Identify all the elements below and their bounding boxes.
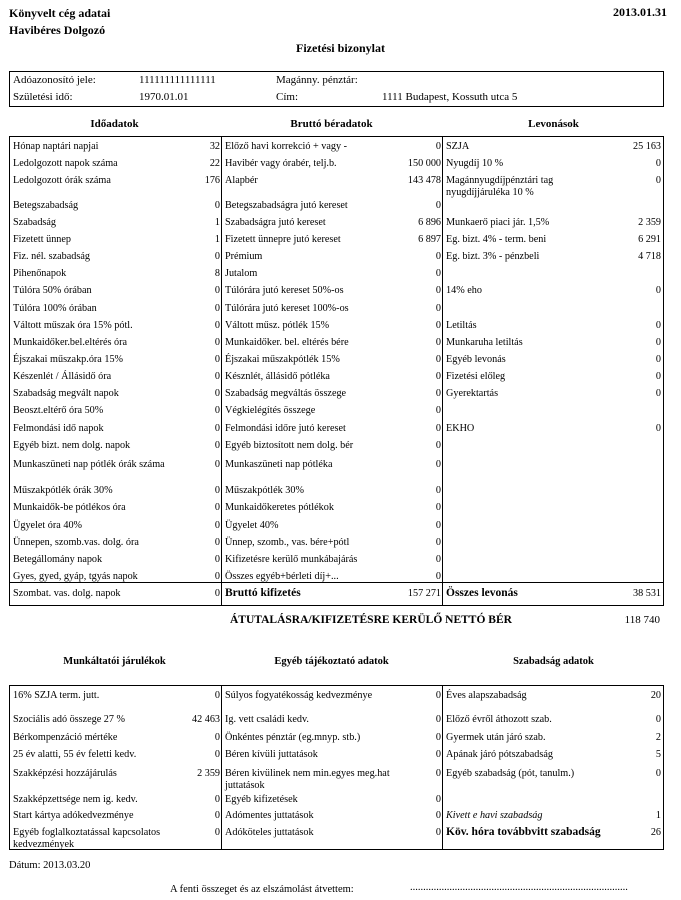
row-value: 0	[214, 690, 220, 701]
row-value: 0	[214, 794, 220, 805]
row-value: 0	[435, 768, 441, 779]
row-value: 0	[435, 732, 441, 743]
row-value: 0	[435, 440, 441, 451]
row-label: Bérkompenzáció mértéke	[13, 732, 118, 743]
row-divider	[10, 582, 221, 583]
row-label: Késznlét, állásidő pótléka	[225, 371, 330, 382]
row-label: Váltott műszak óra 15% pótl.	[13, 320, 133, 331]
row-label: Végkielégítés összege	[225, 405, 316, 416]
row-label: Éjszakai műszakpótlék 15%	[225, 354, 340, 365]
row-value: 0	[214, 440, 220, 451]
row-label: Kifizetésre kerülő munkábajárás	[225, 554, 358, 565]
row-value: 0	[655, 354, 661, 365]
row-label: Jutalom	[225, 268, 258, 279]
row-label: Ig. vett családi kedv.	[225, 714, 309, 725]
signature-line: ...................................................................................	[410, 882, 628, 893]
row-value: 32	[209, 141, 220, 152]
row-value: 0	[435, 200, 441, 211]
employer-contributions-heading: Munkáltatói járulékok	[63, 656, 166, 667]
row-value: 0	[435, 571, 441, 582]
row-value: 20	[650, 690, 661, 701]
row-label: 14% eho	[446, 285, 482, 296]
row-label: Összes egyéb+bérleti díj+...	[225, 571, 339, 582]
row-label: Ügyelet óra 40%	[13, 520, 83, 531]
row-value: 0	[214, 423, 220, 434]
row-label: Túlóra 100% órában	[13, 303, 97, 314]
row-value: 5	[655, 749, 661, 760]
row-label: Műszakpótlék órák 30%	[13, 485, 113, 496]
row-label: Fiz. nél. szabadság	[13, 251, 90, 262]
row-label: Munkaidők-be pótlékos óra	[13, 502, 126, 513]
row-value: 0	[435, 320, 441, 331]
row-label: Apának járó pótszabadság	[446, 749, 553, 760]
row-value: 0	[435, 268, 441, 279]
company-name: Könyvelt cég adatai	[9, 6, 111, 20]
row-label: Betegszabadság	[13, 200, 79, 211]
row-value: 0	[214, 200, 220, 211]
row-label: Nyugdíj 10 %	[446, 158, 504, 169]
row-value: 0	[655, 714, 661, 725]
tax-id-label: Adóazonosító jele:	[13, 74, 96, 86]
row-value: 1	[214, 234, 220, 245]
row-label: Gyes, gyed, gyáp, tgyás napok	[13, 571, 138, 582]
row-value: 0	[435, 485, 441, 496]
row-value: 0	[214, 303, 220, 314]
row-value: 0	[435, 285, 441, 296]
row-label: Munkaidőkeretes pótlékok	[225, 502, 334, 513]
company-header	[9, 5, 110, 39]
row-label: EKHO	[446, 423, 475, 434]
row-label: Alapbér	[225, 175, 258, 186]
row-label: Kivett e havi szabadság	[446, 810, 543, 821]
net-pay-value: 118 740	[624, 614, 660, 626]
row-value: 0	[214, 749, 220, 760]
row-label: Munkaerő piaci jár. 1,5%	[446, 217, 550, 228]
row-value: 1	[655, 810, 661, 821]
row-label: Váltott műsz. pótlék 15%	[225, 320, 330, 331]
row-label: Munkaidőker. bel. eltérés bére	[225, 337, 349, 348]
row-value: 0	[655, 175, 661, 186]
row-label: Munkaszüneti nap pótlék órák száma	[13, 459, 165, 470]
row-value: 1	[214, 217, 220, 228]
row-label: Adóköteles juttatások	[225, 827, 314, 838]
row-value: 176	[204, 175, 220, 186]
row-value: 0	[435, 690, 441, 701]
row-label: Szakképzési hozzájárulás	[13, 768, 117, 779]
receipt-text: A fenti összeget és az elszámolást átvettem:	[170, 884, 354, 895]
row-label: Munkaidőker.bel.eltérés óra	[13, 337, 128, 348]
row-value: 0	[435, 794, 441, 805]
row-label: Egyéb levonás	[446, 354, 506, 365]
row-value: 0	[214, 502, 220, 513]
row-value: 0	[435, 537, 441, 548]
row-value: 0	[435, 423, 441, 434]
row-value: 0	[214, 537, 220, 548]
row-value: 0	[435, 141, 441, 152]
row-label: Túlórára jutó kereset 100%-os	[225, 303, 349, 314]
row-label: Béren kivülinek nem min.egyes meg.hat juttatások	[225, 768, 390, 791]
row-value: 0	[435, 303, 441, 314]
row-divider	[443, 582, 664, 583]
row-label: Szabadságra jutó kereset	[225, 217, 326, 228]
row-divider	[222, 582, 442, 583]
birth-date-label: Születési idő:	[13, 91, 73, 103]
row-label: Béren kívüli juttatások	[225, 749, 318, 760]
row-label: Adómentes juttatások	[225, 810, 314, 821]
row-value: 0	[435, 459, 441, 470]
row-value: 2	[655, 732, 661, 743]
row-value: 0	[655, 285, 661, 296]
identity-box	[9, 71, 664, 107]
row-value: 0	[214, 571, 220, 582]
other-info-heading: Egyéb tájékoztató adatok	[274, 656, 389, 667]
tax-id-value: 111111111111111	[139, 74, 216, 86]
row-value: 0	[214, 371, 220, 382]
row-value: 0	[435, 810, 441, 821]
row-value: 0	[214, 554, 220, 565]
row-label: Ledolgozott órák száma	[13, 175, 111, 186]
pension-fund-label: Magánny. pénztár:	[276, 74, 358, 86]
row-label: Pihenőnapok	[13, 268, 67, 279]
row-label: Magánnyugdíjpénztári tag nyugdíjjáruléka 10 %	[446, 175, 554, 198]
row-value: 0	[435, 251, 441, 262]
row-value: 0	[214, 827, 220, 838]
row-value: 0	[435, 405, 441, 416]
row-label: Ünnep, szomb., vas. bére+pótl	[225, 537, 350, 548]
row-value: 0	[435, 749, 441, 760]
row-label: Betegszabadságra jutó kereset	[225, 200, 348, 211]
row-label: Munkaszüneti nap pótléka	[225, 459, 333, 470]
row-value: 0	[435, 388, 441, 399]
row-value: 6 897	[418, 234, 441, 245]
row-label: Készenlét / Állásidő óra	[13, 371, 112, 382]
row-value: 0	[214, 459, 220, 470]
row-value: 0	[214, 251, 220, 262]
row-value: 25 163	[632, 141, 661, 152]
row-value: 0	[214, 337, 220, 348]
address-value: 1111 Budapest, Kossuth utca 5	[382, 91, 518, 103]
row-label: SZJA	[446, 141, 470, 152]
row-value: 0	[655, 423, 661, 434]
row-value: 0	[655, 768, 661, 779]
gross-data-heading: Bruttó béradatok	[290, 118, 373, 130]
row-label: Fizetett ünnep	[13, 234, 71, 245]
row-value: 0	[214, 354, 220, 365]
row-label: Letiltás	[446, 320, 477, 331]
row-label: Egyéb kifizetések	[225, 794, 298, 805]
row-value: 0	[435, 827, 441, 838]
employee-name: Havibéres Dolgozó	[9, 23, 106, 37]
row-label: Egyéb bizt. nem dolg. napok	[13, 440, 131, 451]
row-label: Egyéb biztosított nem dolg. bér	[225, 440, 354, 451]
row-label: Felmondási időre jutó kereset	[225, 423, 346, 434]
row-label: Hónap naptári napjai	[13, 141, 99, 152]
row-value: 42 463	[191, 714, 220, 725]
row-value: 143 478	[407, 175, 441, 186]
row-label: Havibér vagy órabér, telj.b.	[225, 158, 337, 169]
row-label: Köv. hóra továbbvitt szabadság	[446, 826, 601, 838]
birth-date-value: 1970.01.01	[139, 91, 189, 103]
leave-data-heading: Szabadság adatok	[513, 656, 594, 667]
row-value: 0	[214, 732, 220, 743]
row-value: 0	[214, 388, 220, 399]
row-value: 0	[214, 320, 220, 331]
row-label: 25 év alatti, 55 év feletti kedv.	[13, 749, 137, 760]
row-label: Éves alapszabadság	[446, 690, 527, 701]
row-value: 0	[655, 337, 661, 348]
row-value: 0	[214, 520, 220, 531]
row-value: 22	[209, 158, 220, 169]
row-label: Szakképzettsége nem ig. kedv.	[13, 794, 138, 805]
row-value: 150 000	[407, 158, 441, 169]
row-value: 38 531	[632, 588, 661, 599]
page-title: Fizetési bizonylat	[296, 41, 385, 55]
row-label: Egyéb szabadság (pót, tanulm.)	[446, 768, 575, 779]
row-label: Összes levonás	[446, 587, 518, 599]
row-value: 2 359	[638, 217, 661, 228]
deductions-heading: Levonások	[528, 118, 579, 130]
row-label: Túlórára jutó kereset 50%-os	[225, 285, 344, 296]
row-value: 0	[214, 405, 220, 416]
row-label: Túlóra 50% órában	[13, 285, 92, 296]
row-label: Bruttó kifizetés	[225, 587, 301, 599]
row-label: Szombat. vas. dolg. napok	[13, 588, 121, 599]
row-value: 0	[435, 714, 441, 725]
row-value: 0	[214, 285, 220, 296]
row-label: Eg. bizt. 3% - pénzbeli	[446, 251, 540, 262]
row-label: Gyerektartás	[446, 388, 499, 399]
row-value: 0	[435, 354, 441, 365]
row-value: 0	[435, 554, 441, 565]
main-table	[9, 136, 664, 606]
row-value: 0	[655, 371, 661, 382]
document-date: 2013.01.31	[613, 5, 667, 19]
row-label: Gyermek után járó szab.	[446, 732, 546, 743]
row-label: Önkéntes pénztár (eg.mnyp. stb.)	[225, 732, 361, 743]
time-data-heading: Időadatok	[90, 118, 139, 130]
row-label: Felmondási idő napok	[13, 423, 104, 434]
row-value: 2 359	[197, 768, 220, 779]
row-label: Súlyos fogyatékosság kedvezménye	[225, 690, 373, 701]
footer-date: Dátum: 2013.03.20	[9, 860, 91, 871]
row-label: Ügyelet 40%	[225, 520, 279, 531]
row-value: 8	[214, 268, 220, 279]
row-label: Prémium	[225, 251, 263, 262]
row-label: Betegállomány napok	[13, 554, 103, 565]
row-label: Beoszt.eltérő óra 50%	[13, 405, 104, 416]
row-label: Szabadság megvált napok	[13, 388, 119, 399]
row-label: 16% SZJA term. jutt.	[13, 690, 100, 701]
row-label: Fizetett ünnepre jutó kereset	[225, 234, 341, 245]
row-label: Előző évről áthozott szab.	[446, 714, 552, 725]
row-label: Műszakpótlék 30%	[225, 485, 304, 496]
row-label: Start kártya adókedvezménye	[13, 810, 134, 821]
net-pay-label: ÁTUTALÁSRA/KIFIZETÉSRE KERÜLŐ NETTÓ BÉR	[230, 614, 512, 626]
address-label: Cím:	[276, 91, 299, 103]
row-label: Szociális adó összege 27 %	[13, 714, 126, 725]
row-value: 26	[650, 827, 661, 838]
row-label: Egyéb foglalkoztatással kapcsolatos kedvezmények	[13, 827, 161, 850]
row-label: Szabadság	[13, 217, 56, 228]
row-label: Fizetési előleg	[446, 371, 506, 382]
secondary-table	[9, 685, 664, 850]
row-value: 0	[435, 337, 441, 348]
row-label: Éjszakai műszakp.óra 15%	[13, 354, 124, 365]
row-value: 0	[655, 158, 661, 169]
row-value: 4 718	[638, 251, 661, 262]
row-value: 6 291	[638, 234, 661, 245]
row-label: Ünnepen, szomb.vas. dolg. óra	[13, 537, 139, 548]
row-value: 0	[214, 810, 220, 821]
row-label: Előző havi korrekció + vagy -	[225, 141, 348, 152]
row-label: Szabadság megváltás összege	[225, 388, 347, 399]
row-value: 0	[214, 485, 220, 496]
row-value: 0	[655, 388, 661, 399]
row-value: 0	[435, 371, 441, 382]
row-label: Munkaruha letiltás	[446, 337, 523, 348]
row-value: 0	[214, 588, 220, 599]
row-value: 0	[435, 502, 441, 513]
row-value: 6 896	[418, 217, 441, 228]
row-label: Eg. bizt. 4% - term. beni	[446, 234, 547, 245]
row-value: 0	[435, 520, 441, 531]
row-value: 157 271	[407, 588, 441, 599]
row-value: 0	[655, 320, 661, 331]
row-label: Ledolgozott napok száma	[13, 158, 118, 169]
